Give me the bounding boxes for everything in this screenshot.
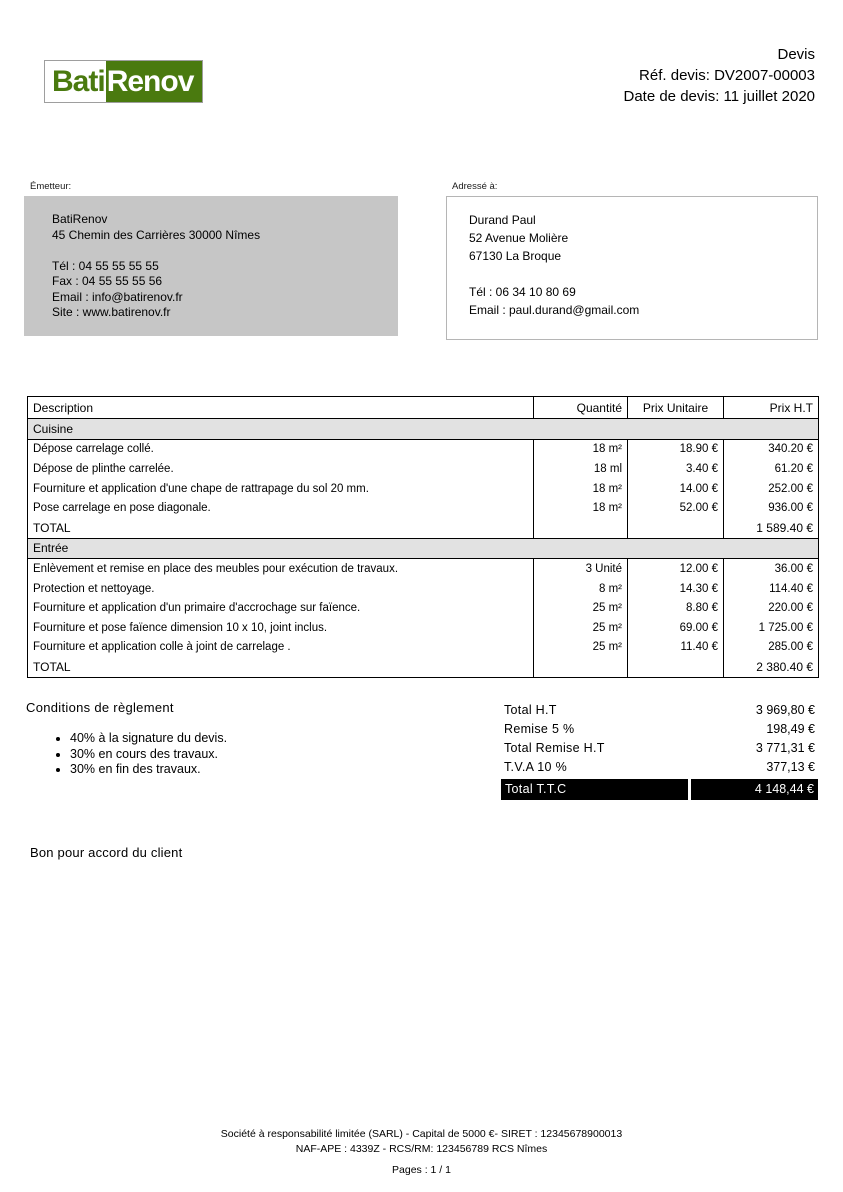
column-header-qty: Quantité bbox=[534, 397, 628, 419]
sender-line: Fax : 04 55 55 55 56 bbox=[52, 274, 163, 288]
item-unit-price: 18.90 € bbox=[628, 439, 724, 459]
page-counter: Pages : 1 / 1 bbox=[392, 1164, 451, 1176]
sender-line: 45 Chemin des Carrières 30000 Nîmes bbox=[52, 227, 261, 242]
logo-text-bati: Bati bbox=[45, 61, 106, 102]
summary-label: Total Remise H.T bbox=[504, 740, 605, 755]
item-unit-price bbox=[628, 657, 724, 677]
item-quantity: 3 Unité bbox=[534, 559, 628, 579]
section-row bbox=[28, 538, 819, 559]
item-description: Fourniture et application d'une chape de rattrapage du sol 20 mm. bbox=[28, 479, 534, 499]
item-unit-price: 8.80 € bbox=[628, 598, 724, 618]
item-description: Pose carrelage en pose diagonale. bbox=[28, 498, 534, 518]
item-quantity: 25 m² bbox=[534, 598, 628, 618]
recipient-line: 67130 La Broque bbox=[469, 249, 562, 263]
item-price-ht: 252.00 € bbox=[724, 479, 819, 499]
recipient-line: Email : paul.durand@gmail.com bbox=[469, 303, 640, 317]
sender-line: Site : www.batirenov.fr bbox=[52, 305, 171, 319]
table-row bbox=[28, 439, 819, 459]
client-approval-text: Bon pour accord du client bbox=[30, 845, 183, 860]
item-price-ht: 1 589.40 € bbox=[724, 518, 819, 538]
item-quantity: 25 m² bbox=[534, 638, 628, 658]
summary-row bbox=[501, 758, 818, 777]
summary-value: 377,13 € bbox=[766, 760, 815, 775]
item-price-ht: 936.00 € bbox=[724, 498, 819, 518]
summary-row bbox=[501, 700, 818, 719]
totals-summary bbox=[501, 700, 818, 800]
company-logo bbox=[44, 60, 203, 103]
summary-row bbox=[501, 738, 818, 757]
table-row bbox=[28, 598, 819, 618]
item-quantity: 25 m² bbox=[534, 618, 628, 638]
item-unit-price: 14.00 € bbox=[628, 479, 724, 499]
items-table bbox=[27, 396, 819, 678]
recipient-address-box bbox=[446, 196, 818, 340]
recipient-label: Adressé à: bbox=[452, 181, 498, 192]
summary-label: Total T.T.C bbox=[501, 779, 688, 800]
doc-reference: Réf. devis: DV2007-00003 bbox=[639, 67, 815, 84]
column-header-ht: Prix H.T bbox=[724, 397, 819, 419]
item-description: Fourniture et application colle à joint de carrelage . bbox=[28, 638, 534, 658]
column-header-unit: Prix Unitaire bbox=[628, 397, 724, 419]
sender-address-box bbox=[24, 196, 398, 336]
sender-line: BatiRenov bbox=[52, 212, 108, 226]
item-unit-price: 69.00 € bbox=[628, 618, 724, 638]
sender-label: Émetteur: bbox=[30, 181, 72, 192]
payment-term-item: • 30% en fin des travaux. bbox=[70, 762, 227, 778]
summary-label: Total H.T bbox=[504, 702, 557, 717]
doc-type-title: Devis bbox=[777, 46, 815, 63]
item-price-ht: 340.20 € bbox=[724, 439, 819, 459]
table-row bbox=[28, 638, 819, 658]
payment-term-item: • 30% en cours des travaux. bbox=[70, 747, 227, 763]
item-price-ht: 285.00 € bbox=[724, 638, 819, 658]
item-description: Fourniture et pose faïence dimension 10 x 10, joint inclus. bbox=[28, 618, 534, 638]
table-row bbox=[28, 559, 819, 579]
sender-line bbox=[52, 243, 390, 259]
sender-line: Email : info@batirenov.fr bbox=[52, 289, 183, 304]
item-unit-price: 11.40 € bbox=[628, 638, 724, 658]
summary-value: 198,49 € bbox=[766, 721, 815, 736]
summary-value: 3 969,80 € bbox=[755, 702, 815, 717]
legal-footer bbox=[0, 1127, 843, 1157]
item-description: Dépose carrelage collé. bbox=[28, 439, 534, 459]
item-price-ht: 61.20 € bbox=[724, 459, 819, 479]
recipient-line: Tél : 06 34 10 80 69 bbox=[469, 285, 576, 299]
item-price-ht: 1 725.00 € bbox=[724, 618, 819, 638]
item-quantity: 18 m² bbox=[534, 479, 628, 499]
item-unit-price: 14.30 € bbox=[628, 579, 724, 599]
summary-value: 4 148,44 € bbox=[691, 779, 818, 800]
summary-label: T.V.A 10 % bbox=[504, 760, 567, 775]
table-row bbox=[28, 459, 819, 479]
sender-line: Tél : 04 55 55 55 55 bbox=[52, 258, 159, 273]
item-quantity bbox=[534, 518, 628, 538]
document-meta bbox=[623, 44, 815, 107]
item-unit-price bbox=[628, 518, 724, 538]
payment-terms-list bbox=[26, 731, 227, 778]
item-description: Enlèvement et remise en place des meubles pour exécution de travaux. bbox=[28, 559, 534, 579]
total-row bbox=[28, 518, 819, 538]
summary-row bbox=[501, 719, 818, 738]
item-quantity: 8 m² bbox=[534, 579, 628, 599]
item-description: Fourniture et application d'un primaire d'accrochage sur faïence. bbox=[28, 598, 534, 618]
section-row bbox=[28, 419, 819, 440]
item-price-ht: 220.00 € bbox=[724, 598, 819, 618]
item-quantity: 18 m² bbox=[534, 439, 628, 459]
recipient-line: 52 Avenue Molière bbox=[469, 231, 569, 245]
item-quantity: 18 ml bbox=[534, 459, 628, 479]
summary-value: 3 771,31 € bbox=[755, 740, 815, 755]
payment-terms bbox=[26, 700, 227, 778]
item-quantity: 18 m² bbox=[534, 498, 628, 518]
table-row bbox=[28, 498, 819, 518]
logo-text-renov: Renov bbox=[106, 61, 203, 102]
item-description: TOTAL bbox=[28, 657, 534, 677]
legal-line-2: NAF-APE : 4339Z - RCS/RM: 123456789 RCS Nîmes bbox=[295, 1143, 548, 1155]
payment-term-item: • 40% à la signature du devis. bbox=[70, 731, 227, 747]
item-description: Protection et nettoyage. bbox=[28, 579, 534, 599]
items-table-header bbox=[28, 397, 819, 419]
item-price-ht: 2 380.40 € bbox=[724, 657, 819, 677]
grand-total-row bbox=[501, 779, 818, 800]
total-row bbox=[28, 657, 819, 677]
item-unit-price: 12.00 € bbox=[628, 559, 724, 579]
item-unit-price: 3.40 € bbox=[628, 459, 724, 479]
item-price-ht: 36.00 € bbox=[724, 559, 819, 579]
column-header-desc: Description bbox=[28, 397, 534, 419]
recipient-line bbox=[469, 265, 809, 283]
item-unit-price: 52.00 € bbox=[628, 498, 724, 518]
summary-label: Remise 5 % bbox=[504, 721, 575, 736]
item-price-ht: 114.40 € bbox=[724, 579, 819, 599]
item-description: Dépose de plinthe carrelée. bbox=[28, 459, 534, 479]
recipient-line: Durand Paul bbox=[469, 213, 536, 227]
payment-terms-title: Conditions de règlement bbox=[26, 700, 174, 715]
table-row bbox=[28, 618, 819, 638]
section-label: Cuisine bbox=[28, 419, 819, 440]
item-quantity bbox=[534, 657, 628, 677]
doc-date: Date de devis: 11 juillet 2020 bbox=[623, 88, 815, 105]
legal-line-1: Société à responsabilité limitée (SARL) - Capital de 5000 €- SIRET : 12345678900013 bbox=[220, 1128, 623, 1140]
table-row bbox=[28, 479, 819, 499]
table-row bbox=[28, 579, 819, 599]
item-description: TOTAL bbox=[28, 518, 534, 538]
section-label: Entrée bbox=[28, 538, 819, 559]
